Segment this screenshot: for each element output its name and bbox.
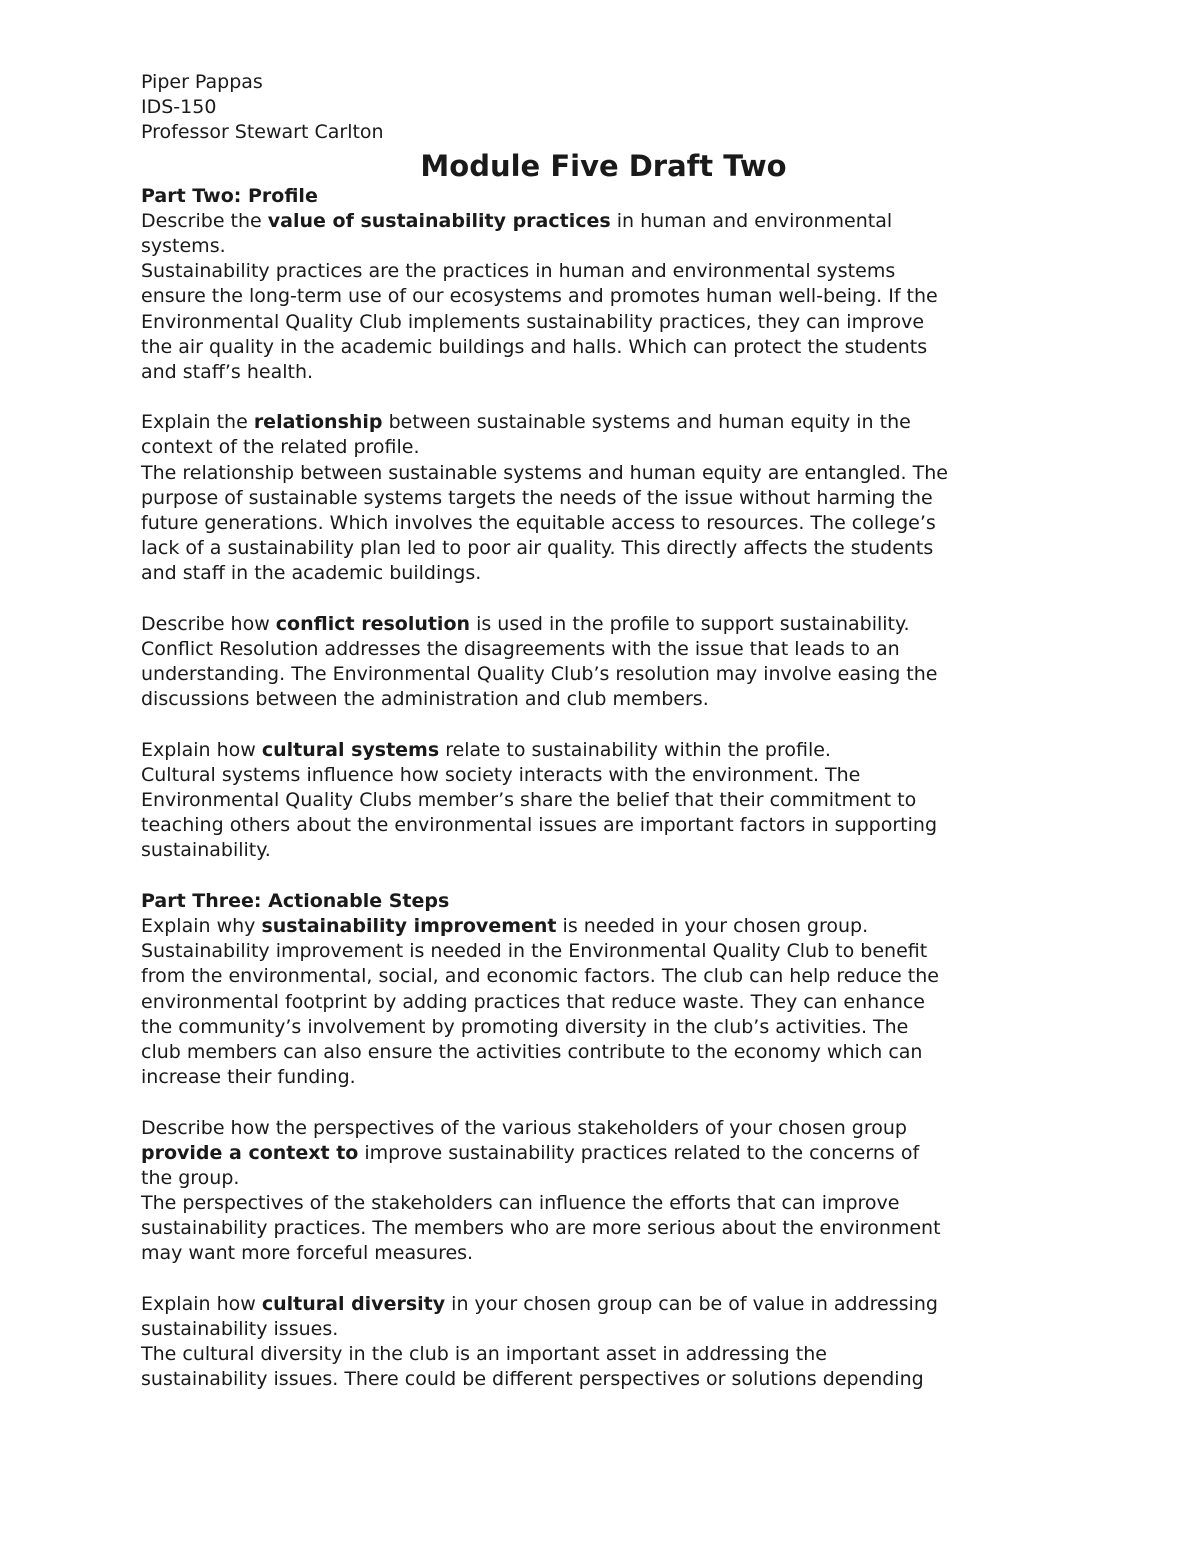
prompt-keyword: value of sustainability practices <box>267 209 611 232</box>
answer-line: ensure the long-term use of our ecosystems and promotes human well-being. If the <box>141 285 938 308</box>
part-two-q1-prompt-cont: systems. <box>141 234 226 257</box>
professor-name: Professor Stewart Carlton <box>141 121 384 144</box>
answer-line: Sustainability improvement is needed in the Environmental Quality Club to benefit <box>141 940 928 963</box>
answer-line: sustainability. <box>141 839 271 862</box>
answer-line: Environmental Quality Club implements sustainability practices, they can improve <box>141 310 925 333</box>
answer-line: environmental footprint by adding practices that reduce waste. They can enhance <box>141 990 926 1013</box>
prompt-text: in your chosen group can be of value in addressing <box>445 1292 938 1315</box>
part-three-q2-prompt-end: the group. <box>141 1166 240 1189</box>
paragraph-spacer <box>141 713 1066 738</box>
document-title: Module Five Draft Two <box>420 148 787 183</box>
author-name: Piper Pappas <box>141 71 263 93</box>
prompt-text: Explain how <box>141 1292 262 1315</box>
prompt-text: is needed in your chosen group. <box>556 915 869 937</box>
paragraph-spacer <box>141 1267 1066 1292</box>
part-two-q4-prompt <box>141 738 1066 763</box>
prompt-text: relate to sustainability within the profile. <box>439 738 831 761</box>
part-three-heading: Part Three: Actionable Steps <box>141 889 450 912</box>
part-three-q2-prompt-cont <box>141 1141 1066 1166</box>
course-code: IDS-150 <box>141 96 217 119</box>
answer-line: Cultural systems influence how society interacts with the environment. The <box>141 763 861 786</box>
paragraph-spacer <box>141 1090 1066 1115</box>
prompt-keyword: cultural systems <box>261 738 440 761</box>
prompt-text: between sustainable systems and human equity in the <box>382 411 911 434</box>
answer-line: club members can also ensure the activities contribute to the economy which can <box>141 1040 923 1063</box>
answer-line: the air quality in the academic buildings and halls. Which can protect the students <box>141 335 928 358</box>
prompt-text: Describe how <box>141 612 276 635</box>
answer-line: The cultural diversity in the club is an important asset in addressing the <box>141 1343 827 1366</box>
answer-line: the community’s involvement by promoting diversity in the club’s activities. The <box>141 1015 909 1038</box>
prompt-keyword: provide a context to <box>141 1141 359 1164</box>
part-three-q3-prompt-cont: sustainability issues. <box>141 1318 339 1340</box>
prompt-text: is used in the profile to support sustainability. <box>470 612 910 635</box>
answer-line: and staff in the academic buildings. <box>141 562 482 585</box>
prompt-keyword: relationship <box>253 411 383 434</box>
answer-line: teaching others about the environmental issues are important factors in supporting <box>141 814 938 837</box>
prompt-text: in human and environmental <box>610 209 893 232</box>
answer-line: The perspectives of the stakeholders can influence the efforts that can improve <box>141 1192 900 1215</box>
document-page <box>141 70 1066 1393</box>
prompt-text: Describe the <box>141 209 268 232</box>
prompt-text: Explain why <box>141 915 262 937</box>
answer-line: Sustainability practices are the practices in human and environmental systems <box>141 260 896 283</box>
part-two-q2-prompt <box>141 410 1066 435</box>
part-three-q2-prompt: Describe how the perspectives of the various stakeholders of your chosen group <box>141 1116 907 1139</box>
part-three-q3-prompt <box>141 1292 1066 1317</box>
prompt-text: Explain how <box>141 738 262 761</box>
answer-line: future generations. Which involves the equitable access to resources. The college’s <box>141 512 936 534</box>
answer-line: Conflict Resolution addresses the disagreements with the issue that leads to an <box>141 637 900 660</box>
answer-line: purpose of sustainable systems targets the needs of the issue without harming the <box>141 486 933 509</box>
answer-line: may want more forceful measures. <box>141 1242 474 1265</box>
part-three-q1-prompt <box>141 914 1066 939</box>
paragraph-spacer <box>141 587 1066 612</box>
answer-line: Environmental Quality Clubs member’s share the belief that their commitment to <box>141 789 917 812</box>
answer-line: The relationship between sustainable systems and human equity are entangled. The <box>141 461 948 484</box>
answer-line: lack of a sustainability plan led to poor air quality. This directly affects the students <box>141 537 934 560</box>
prompt-keyword: conflict resolution <box>275 612 471 635</box>
part-two-q1-prompt <box>141 209 1066 234</box>
answer-line: sustainability practices. The members who are more serious about the environment <box>141 1217 941 1240</box>
paragraph-spacer <box>141 864 1066 889</box>
answer-line: understanding. The Environmental Quality Club’s resolution may involve easing the <box>141 663 938 686</box>
prompt-keyword: cultural diversity <box>261 1292 446 1315</box>
part-two-heading: Part Two: Profile <box>141 184 318 207</box>
answer-line: and staff’s health. <box>141 360 314 383</box>
answer-line: from the environmental, social, and economic factors. The club can help reduce the <box>141 965 939 988</box>
answer-line: discussions between the administration and club members. <box>141 688 709 711</box>
prompt-text: Explain the <box>141 411 254 434</box>
answer-line: sustainability issues. There could be different perspectives or solutions depending <box>141 1368 924 1391</box>
paragraph-spacer <box>141 385 1066 410</box>
part-two-q3-prompt <box>141 612 1066 637</box>
part-two-q2-prompt-cont: context of the related profile. <box>141 436 420 459</box>
prompt-keyword: sustainability improvement <box>261 915 557 937</box>
prompt-text: improve sustainability practices related to the concerns of <box>358 1141 920 1164</box>
answer-line: increase their funding. <box>141 1066 356 1089</box>
